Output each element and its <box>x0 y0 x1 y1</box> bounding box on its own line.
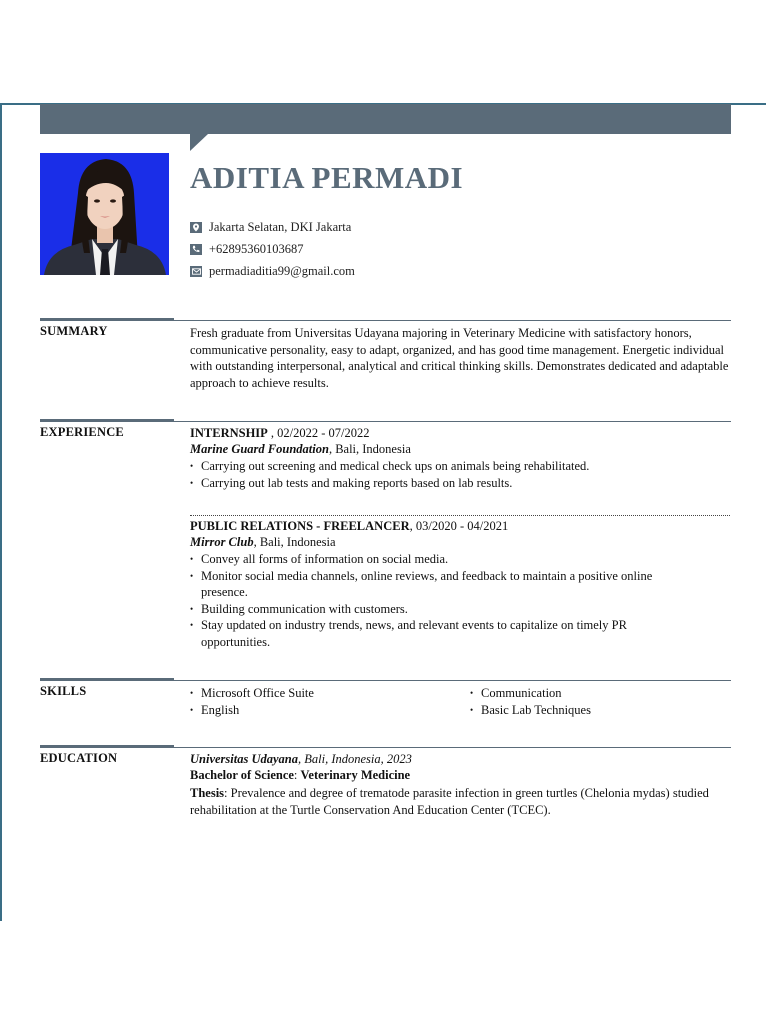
education-school: Universitas Udayana <box>190 752 298 766</box>
job-2-bullets <box>190 551 690 650</box>
education-thesis-label: Thesis <box>190 786 225 800</box>
skill-item: • Microsoft Office Suite <box>190 685 450 702</box>
location-pin-icon <box>190 222 202 233</box>
education-school-line <box>190 752 412 767</box>
mail-icon <box>190 266 202 277</box>
location-text: Jakarta Selatan, DKI Jakarta <box>209 219 352 234</box>
list-item: • Building communication with customers. <box>190 601 690 618</box>
education-degree: Bachelor of Science <box>190 768 294 782</box>
candidate-name: ADITIA PERMADI <box>190 160 464 195</box>
job-1-role: INTERNSHIP <box>190 426 268 440</box>
job-2-dates: , 03/2020 - 04/2021 <box>409 519 509 533</box>
education-degree-sep: : <box>293 768 301 782</box>
skills-title: SKILLS <box>40 684 87 698</box>
list-item: • Carrying out screening and medical check ups on animals being rehabilitated. <box>190 458 710 475</box>
experience-title: EXPERIENCE <box>40 425 124 439</box>
education-title: EDUCATION <box>40 751 118 765</box>
job-2-company: Mirror Club <box>190 535 254 549</box>
skills-rule <box>40 680 731 681</box>
job-1-dates: , 02/2022 - 07/2022 <box>267 426 370 440</box>
email-text[interactable]: permadiaditia99@gmail.com <box>209 263 355 278</box>
skill-item: • English <box>190 702 450 719</box>
header-bar <box>40 104 731 134</box>
job-1-company: Marine Guard Foundation <box>190 442 329 456</box>
job-2-org <box>190 535 336 550</box>
job-2-role: PUBLIC RELATIONS - FREELANCER <box>190 519 410 533</box>
list-item: • Stay updated on industry trends, news, and relevant events to capitalize on timely PR opportunities. <box>190 617 690 650</box>
summary-rule <box>40 320 731 321</box>
experience-rule <box>40 421 731 422</box>
job-divider <box>190 515 730 516</box>
education-thesis <box>190 785 720 818</box>
portrait-illustration <box>40 153 169 275</box>
phone-icon <box>190 244 202 255</box>
education-thesis-text: : Prevalence and degree of trematode parasite infection in green turtles (Chelonia mydas) studied rehabilitation at the Turtle Conservation And Education Center (TCEC). <box>190 786 709 817</box>
list-item: • Carrying out lab tests and making reports based on lab results. <box>190 475 710 492</box>
job-1-header <box>190 426 370 441</box>
header-bar-tab <box>190 134 208 151</box>
phone-text: +62895360103687 <box>209 241 304 256</box>
education-degree-line <box>190 768 410 783</box>
profile-photo <box>40 153 169 275</box>
list-item: • Convey all forms of information on social media. <box>190 551 690 568</box>
job-1-bullets <box>190 458 710 491</box>
job-1-org <box>190 442 411 457</box>
skills-right-list <box>470 685 730 718</box>
education-major: Veterinary Medicine <box>300 768 411 782</box>
contact-phone <box>190 241 304 257</box>
contact-email <box>190 263 355 279</box>
contact-location <box>190 219 351 235</box>
skill-item: • Communication <box>470 685 730 702</box>
list-item: • Monitor social media channels, online reviews, and feedback to maintain a positive online presence. <box>190 568 690 601</box>
summary-title: SUMMARY <box>40 324 108 338</box>
job-1-location: , Bali, Indonesia <box>328 442 411 456</box>
skills-left-list <box>190 685 450 718</box>
education-school-details: , Bali, Indonesia, 2023 <box>298 752 412 766</box>
summary-text: Fresh graduate from Universitas Udayana majoring in Veterinary Medicine with satisfactory honors, communicative personality, easy to adapt, organized, and has good time management. Energetic individual with outstanding interpersonal, analytical and critical thinking skills. Demonstrates dedicated and adaptable approach to achieve results. <box>190 326 729 390</box>
skill-item: • Basic Lab Techniques <box>470 702 730 719</box>
job-2-header <box>190 519 508 534</box>
job-2-location: , Bali, Indonesia <box>253 535 336 549</box>
education-rule <box>40 747 731 748</box>
